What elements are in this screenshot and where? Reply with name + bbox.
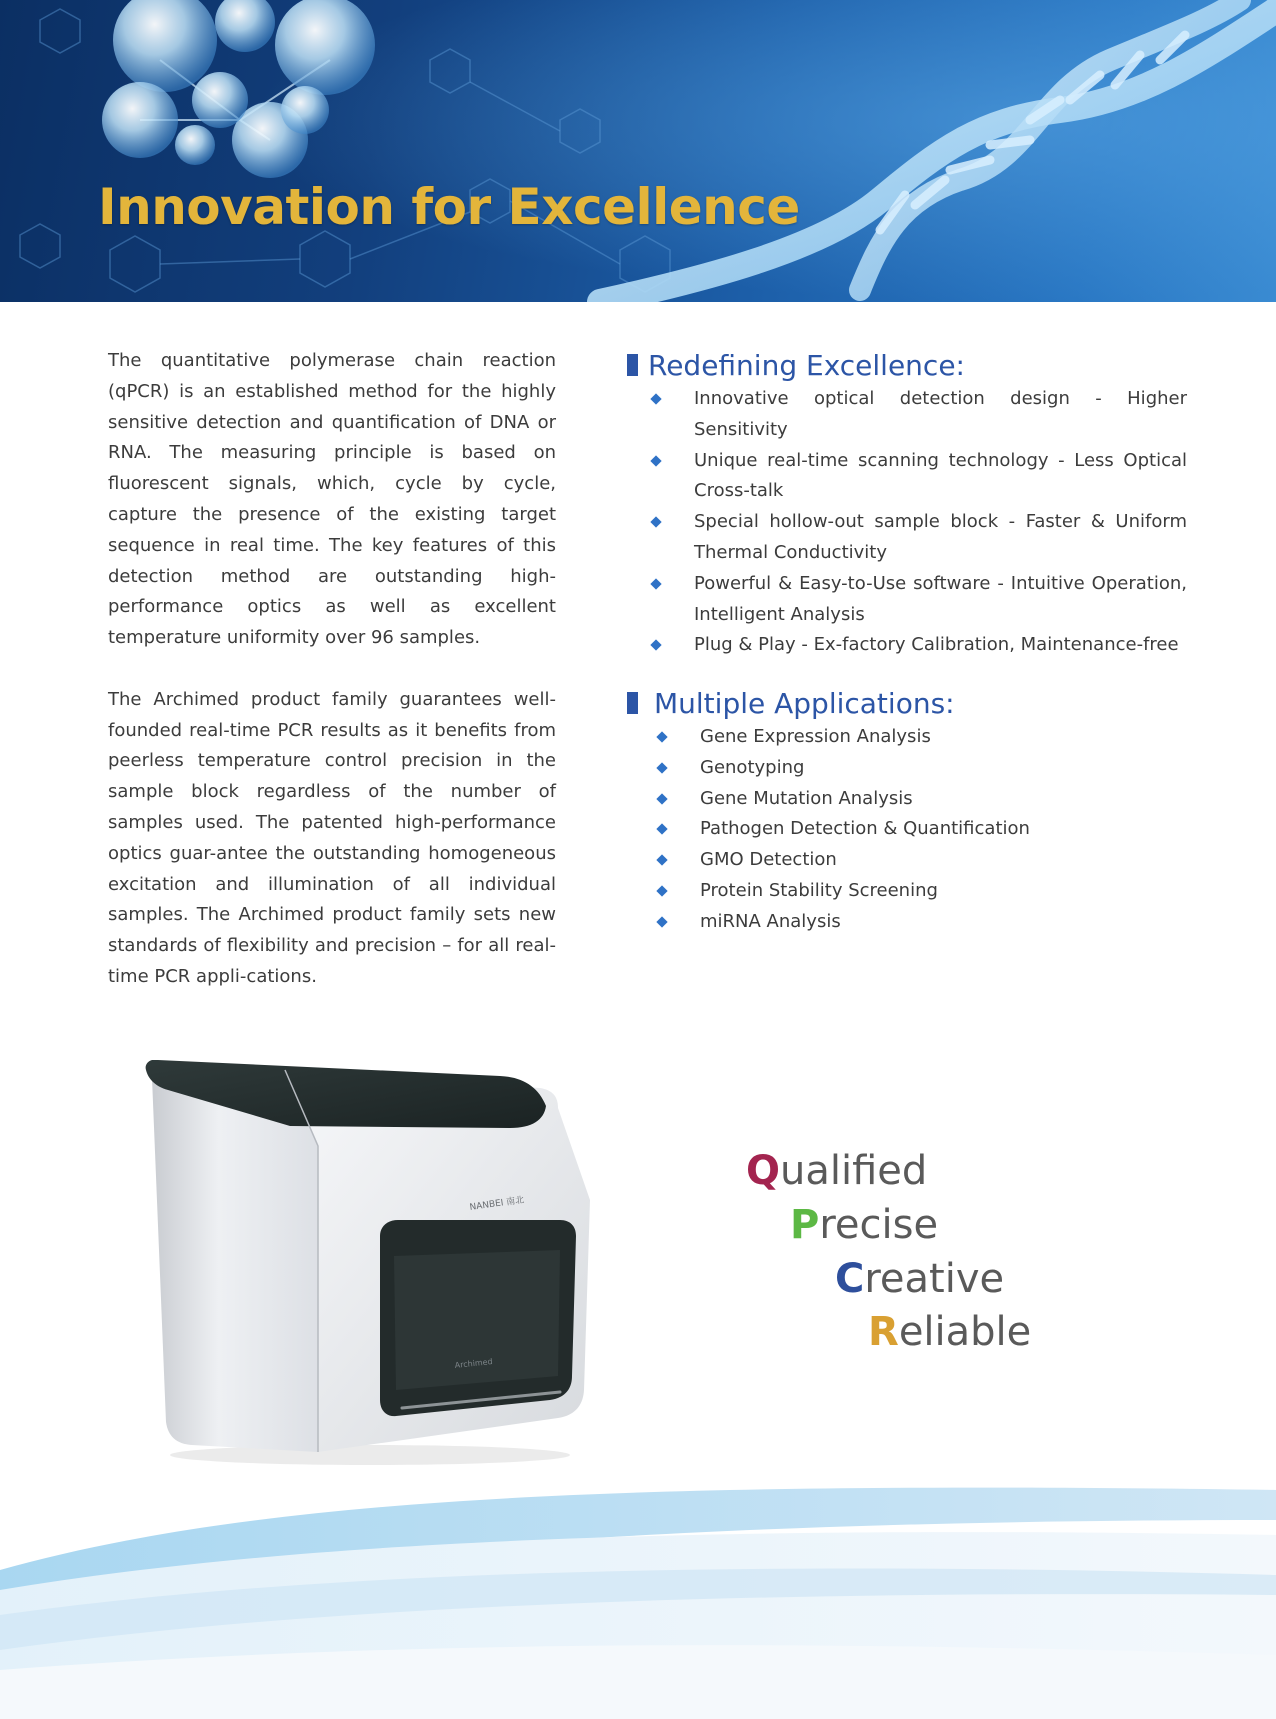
heading-bar-marker	[627, 692, 638, 714]
application-item: Gene Expression Analysis	[627, 722, 1187, 753]
section-title: Multiple Applications:	[654, 686, 955, 720]
feature-item: Innovative optical detection design - Higher Sensitivity	[627, 384, 1187, 446]
diamond-bullet-icon	[656, 762, 667, 773]
diamond-bullet-icon	[656, 885, 667, 896]
diamond-bullet-icon	[650, 517, 661, 528]
intro-paragraph: The Archimed product family guarantees well-founded real-time PCR results as it benefits from peerless temperature control precision in the sample block regardless of the number of samples used. The patented high-performance optics guar-antee the outstanding homogeneous excitation and illumination of all individual samples. The Archimed product family sets new standards of flexibility and precision – for all real-time PCR appli-cations.	[108, 688, 556, 987]
diamond-bullet-icon	[656, 793, 667, 804]
diamond-bullet-icon	[650, 578, 661, 589]
device-model-label: Archimed	[454, 1357, 494, 1370]
feature-item: Powerful & Easy-to-Use software - Intuitive Operation, Intelligent Analysis	[627, 569, 1187, 631]
feature-list	[627, 384, 1187, 661]
device-brand-label: NANBEI 南北	[469, 1195, 525, 1213]
application-item: Pathogen Detection & Quantification	[627, 814, 1187, 845]
feature-item: Special hollow-out sample block - Faster & Uniform Thermal Conductivity	[627, 507, 1187, 569]
decorative-waves	[0, 1440, 1276, 1719]
application-item: miRNA Analysis	[627, 907, 1187, 938]
multiple-applications-section	[627, 684, 1187, 938]
diamond-bullet-icon	[650, 455, 661, 466]
application-item: Protein Stability Screening	[627, 876, 1187, 907]
application-item: Genotyping	[627, 753, 1187, 784]
section-title: Redefining Excellence:	[648, 348, 965, 382]
section-heading	[627, 684, 1187, 722]
tagline-qualified: Qualified	[746, 1148, 928, 1194]
feature-item: Plug & Play - Ex-factory Calibration, Maintenance-free	[627, 630, 1187, 661]
intro-text	[108, 346, 556, 993]
application-list	[627, 722, 1187, 938]
tagline-reliable: Reliable	[868, 1309, 1032, 1355]
diamond-bullet-icon	[656, 916, 667, 927]
intro-paragraph: The quantitative polymerase chain reaction (qPCR) is an established method for the highly sensitive detection and quantification of DNA or RNA. The measuring principle is based on fluorescent signals, which, cycle by cycle, capture the presence of the existing target sequence in real time. The key features of this detection method are outstanding high-performance optics as well as excellent temperature uniformity over 96 samples.	[108, 350, 556, 649]
qpcr-instrument-illustration	[140, 1060, 600, 1470]
section-heading	[627, 346, 1187, 384]
tagline-creative: Creative	[835, 1256, 1005, 1302]
hero-banner	[0, 0, 1276, 302]
banner-title: Innovation for Excellence	[98, 178, 800, 236]
redefining-excellence-section	[627, 346, 1187, 661]
diamond-bullet-icon	[656, 824, 667, 835]
application-item: Gene Mutation Analysis	[627, 784, 1187, 815]
diamond-bullet-icon	[650, 640, 661, 651]
diamond-bullet-icon	[656, 855, 667, 866]
banner-artwork	[0, 0, 1276, 302]
tagline-precise: Precise	[790, 1202, 939, 1248]
application-item: GMO Detection	[627, 845, 1187, 876]
diamond-bullet-icon	[656, 731, 667, 742]
heading-bar-marker	[627, 354, 638, 376]
diamond-bullet-icon	[650, 393, 661, 404]
feature-item: Unique real-time scanning technology - Less Optical Cross-talk	[627, 446, 1187, 508]
